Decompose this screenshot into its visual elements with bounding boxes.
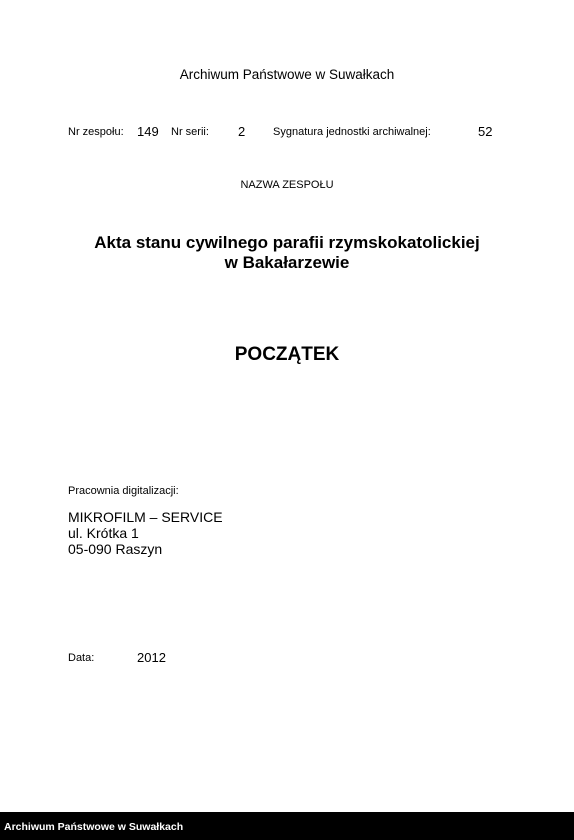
footer-bar	[0, 812, 574, 840]
fonds-title-line-1: Akta stanu cywilnego parafii rzymskokatolickiej	[94, 233, 480, 252]
fonds-title-line-2: w Bakałarzewie	[224, 253, 350, 272]
fonds-title	[0, 233, 574, 273]
fonds-number-label: Nr zespołu:	[68, 126, 124, 138]
series-number-label: Nr serii:	[171, 126, 209, 138]
fonds-number: 149	[137, 124, 159, 139]
archive-title: Archiwum Państwowe w Suwałkach	[179, 67, 395, 82]
unit-signature: 52	[478, 124, 493, 139]
date-label: Data:	[68, 652, 95, 664]
digitization-city: 05-090 Raszyn	[68, 541, 163, 557]
footer-archive-name: Archiwum Państwowe w Suwałkach	[4, 821, 184, 833]
digitization-street: ul. Krótka 1	[68, 525, 139, 541]
fonds-section-label: NAZWA ZESPOŁU	[240, 179, 334, 191]
begin-marker: POCZĄTEK	[234, 344, 340, 365]
series-number: 2	[238, 124, 246, 139]
date-value: 2012	[137, 650, 166, 665]
digitization-address	[68, 509, 223, 557]
unit-signature-label: Sygnatura jednostki archiwalnej:	[273, 126, 431, 138]
digitization-company: MIKROFILM – SERVICE	[68, 509, 223, 525]
digitization-label: Pracownia digitalizacji:	[68, 485, 179, 497]
